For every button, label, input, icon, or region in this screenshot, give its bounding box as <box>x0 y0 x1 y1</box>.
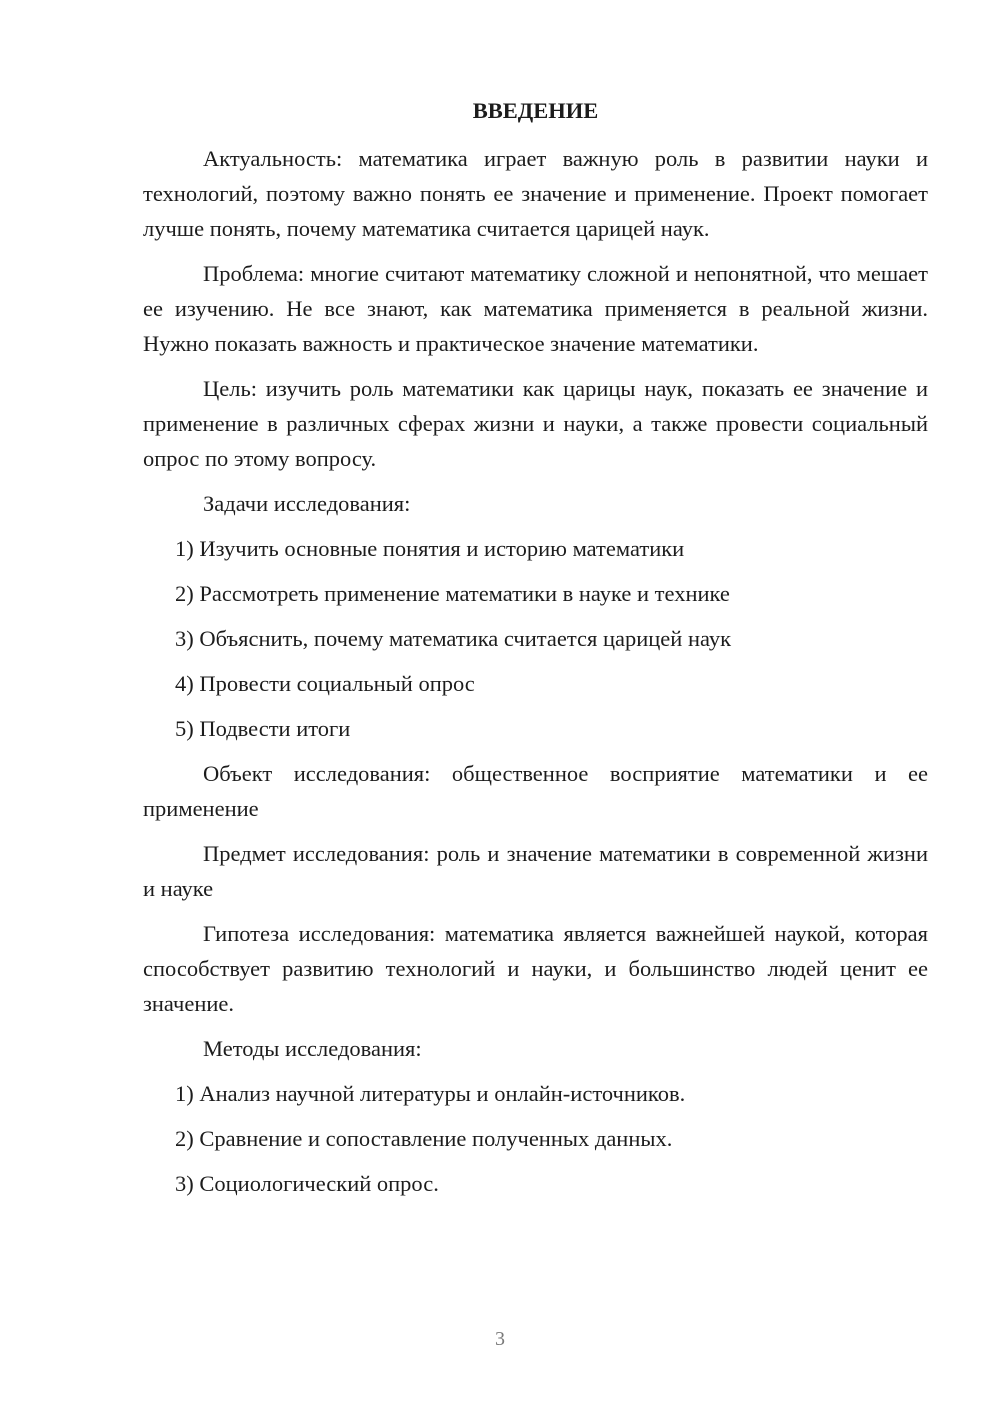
hypothesis-paragraph: Гипотеза исследования: математика является важнейшей наукой, которая способствует развитию технологий и науки, и большинство людей ценит ее значение. <box>143 921 928 1016</box>
tasks-heading: Задачи исследования: <box>203 491 411 516</box>
subject-paragraph: Предмет исследования: роль и значение математики в современной жизни и науке <box>143 841 928 901</box>
methods-heading: Методы исследования: <box>203 1036 422 1061</box>
document-title: ВВЕДЕНИЕ <box>472 98 599 123</box>
tasks-list <box>143 531 928 746</box>
list-item: 2) Рассмотреть применение математики в науке и технике <box>175 581 730 606</box>
list-item: 3) Объяснить, почему математика считается царицей наук <box>175 626 732 651</box>
list-item: 3) Социологический опрос. <box>175 1171 439 1196</box>
list-item: 4) Провести социальный опрос <box>175 671 475 696</box>
problem-paragraph: Проблема: многие считают математику сложной и непонятной, что мешает ее изучению. Не все знают, как математика применяется в реальной жизни. Нужно показать важность и практическое значение математики. <box>143 261 928 356</box>
object-paragraph: Объект исследования: общественное восприятие математики и ее применение <box>143 761 928 821</box>
page-number: 3 <box>495 1328 505 1350</box>
list-item: 1) Изучить основные понятия и историю математики <box>175 536 685 561</box>
relevance-paragraph: Актуальность: математика играет важную роль в развитии науки и технологий, поэтому важно понять ее значение и применение. Проект помогает лучше понять, почему математика считается царицей наук. <box>143 146 928 241</box>
goal-paragraph: Цель: изучить роль математики как царицы наук, показать ее значение и применение в различных сферах жизни и науки, а также провести социальный опрос по этому вопросу. <box>143 376 928 471</box>
list-item: 5) Подвести итоги <box>175 716 351 741</box>
document-page <box>143 0 928 1414</box>
methods-list <box>143 1076 928 1201</box>
document-content <box>143 141 928 1211</box>
list-item: 2) Сравнение и сопоставление полученных данных. <box>175 1126 673 1151</box>
list-item: 1) Анализ научной литературы и онлайн-источников. <box>175 1081 686 1106</box>
